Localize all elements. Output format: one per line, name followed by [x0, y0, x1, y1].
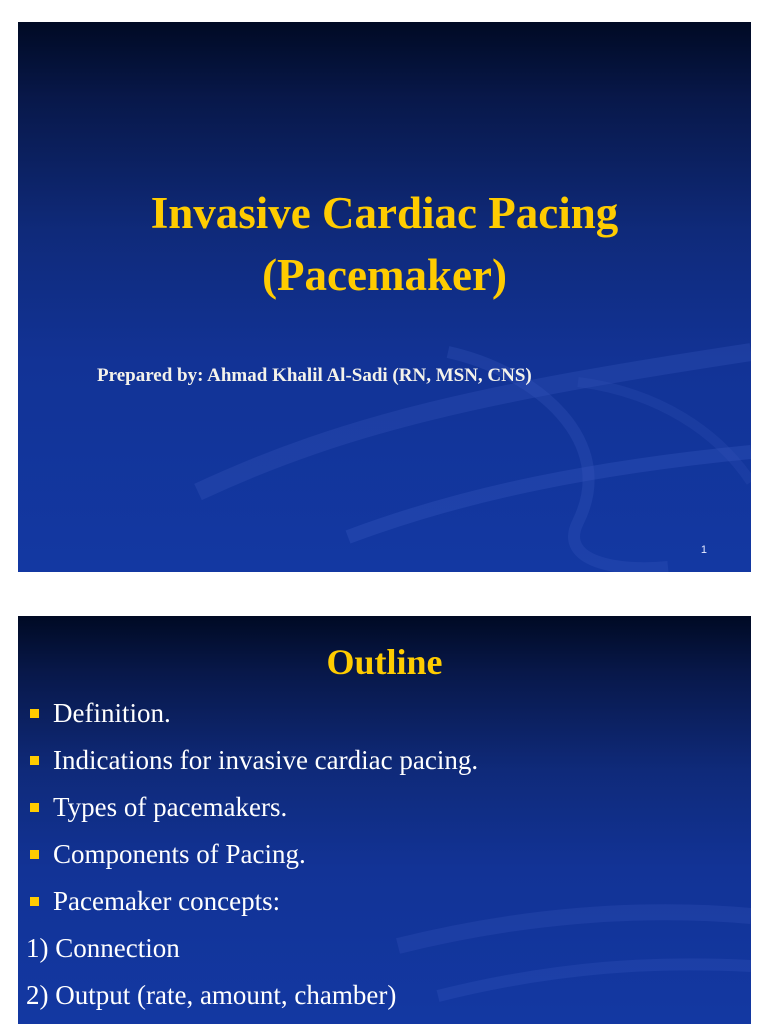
- outline-item-components: [26, 831, 478, 878]
- square-bullet-icon: [30, 709, 39, 718]
- square-bullet-icon: [30, 850, 39, 859]
- author-subtitle: Prepared by: Ahmad Khalil Al-Sadi (RN, MSN, CNS): [97, 365, 532, 386]
- square-bullet-icon: [30, 897, 39, 906]
- outline-item-indications: [26, 737, 478, 784]
- slide-title-line-2: (Pacemaker): [262, 250, 507, 300]
- outline-subitem-connection: [26, 925, 478, 972]
- slide-number: 1: [700, 544, 707, 556]
- outline-item-text: Pacemaker concepts:: [53, 886, 281, 916]
- outline-item-definition: [26, 690, 478, 737]
- outline-item-text: Definition.: [53, 698, 171, 728]
- outline-subitem-text: 2) Output (rate, amount, chamber): [26, 980, 397, 1010]
- outline-item-concepts: [26, 878, 478, 925]
- title-slide: [18, 22, 751, 572]
- outline-item-text: Types of pacemakers.: [53, 792, 288, 822]
- outline-item-text: Components of Pacing.: [53, 839, 306, 869]
- outline-item-types: [26, 784, 478, 831]
- outline-item-text: Indications for invasive cardiac pacing.: [53, 745, 479, 775]
- outline-subitem-text: 1) Connection: [26, 933, 180, 963]
- outline-list: [26, 690, 478, 1019]
- slide-title: [18, 182, 751, 306]
- outline-slide: [18, 616, 751, 1024]
- square-bullet-icon: [30, 756, 39, 765]
- slide-title-line-1: Invasive Cardiac Pacing: [150, 188, 619, 238]
- outline-title: Outline: [326, 642, 443, 682]
- square-bullet-icon: [30, 803, 39, 812]
- outline-subitem-output: [26, 972, 478, 1019]
